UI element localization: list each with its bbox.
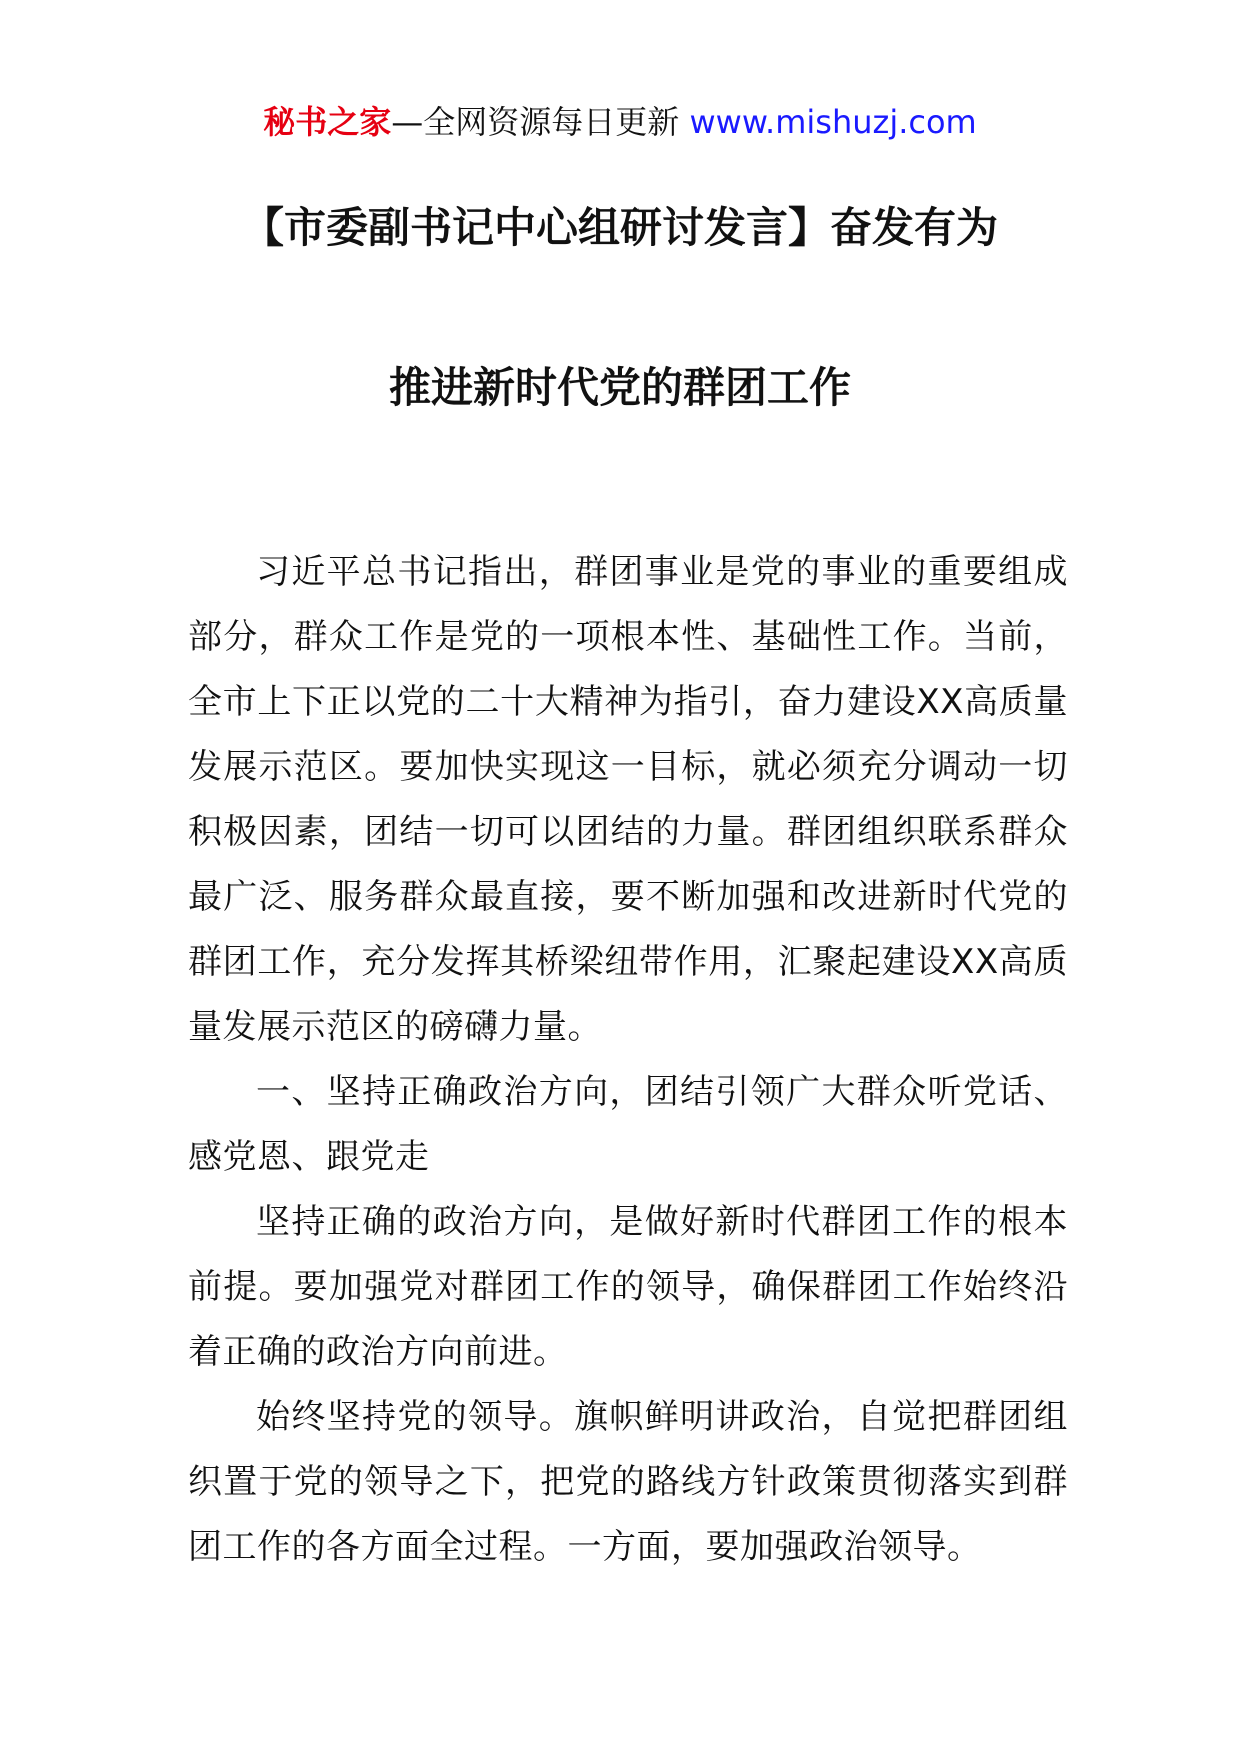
site-brand: 秘书之家: [263, 103, 392, 141]
site-tagline: —全网资源每日更新: [391, 103, 690, 141]
section-heading-1: 一、坚持正确政治方向，团结引领广大群众听党话、感党恩、跟党走: [188, 1072, 1068, 1177]
site-header: [0, 100, 1240, 144]
site-url-link[interactable]: www.mishuzj.com: [689, 103, 977, 141]
document-title-line-1: 【市委副书记中心组研讨发言】奋发有为: [241, 203, 998, 252]
document-body: [188, 540, 1068, 1580]
body-paragraph-party-leadership: 始终坚持党的领导。旗帜鲜明讲政治，自觉把群团组织置于党的领导之下，把党的路线方针政策贯彻落实到群团工作的各方面全过程。一方面，要加强政治领导。: [188, 1397, 1068, 1567]
body-paragraph-intro: 习近平总书记指出，群团事业是党的事业的重要组成部分，群众工作是党的一项根本性、基础性工作。当前，全市上下正以党的二十大精神为指引，奋力建设XX高质量发展示范区。要加快实现这一目标，就必须充分调动一切积极因素，团结一切可以团结的力量。群团组织联系群众最广泛、服务群众最直接，要不断加强和改进新时代党的群团工作，充分发挥其桥梁纽带作用，汇聚起建设XX高质量发展示范区的磅礴力量。: [188, 552, 1068, 1047]
body-paragraph-section-1-intro: 坚持正确的政治方向，是做好新时代群团工作的根本前提。要加强党对群团工作的领导，确保群团工作始终沿着正确的政治方向前进。: [188, 1202, 1068, 1372]
document-title-line-2: 推进新时代党的群团工作: [388, 363, 851, 412]
